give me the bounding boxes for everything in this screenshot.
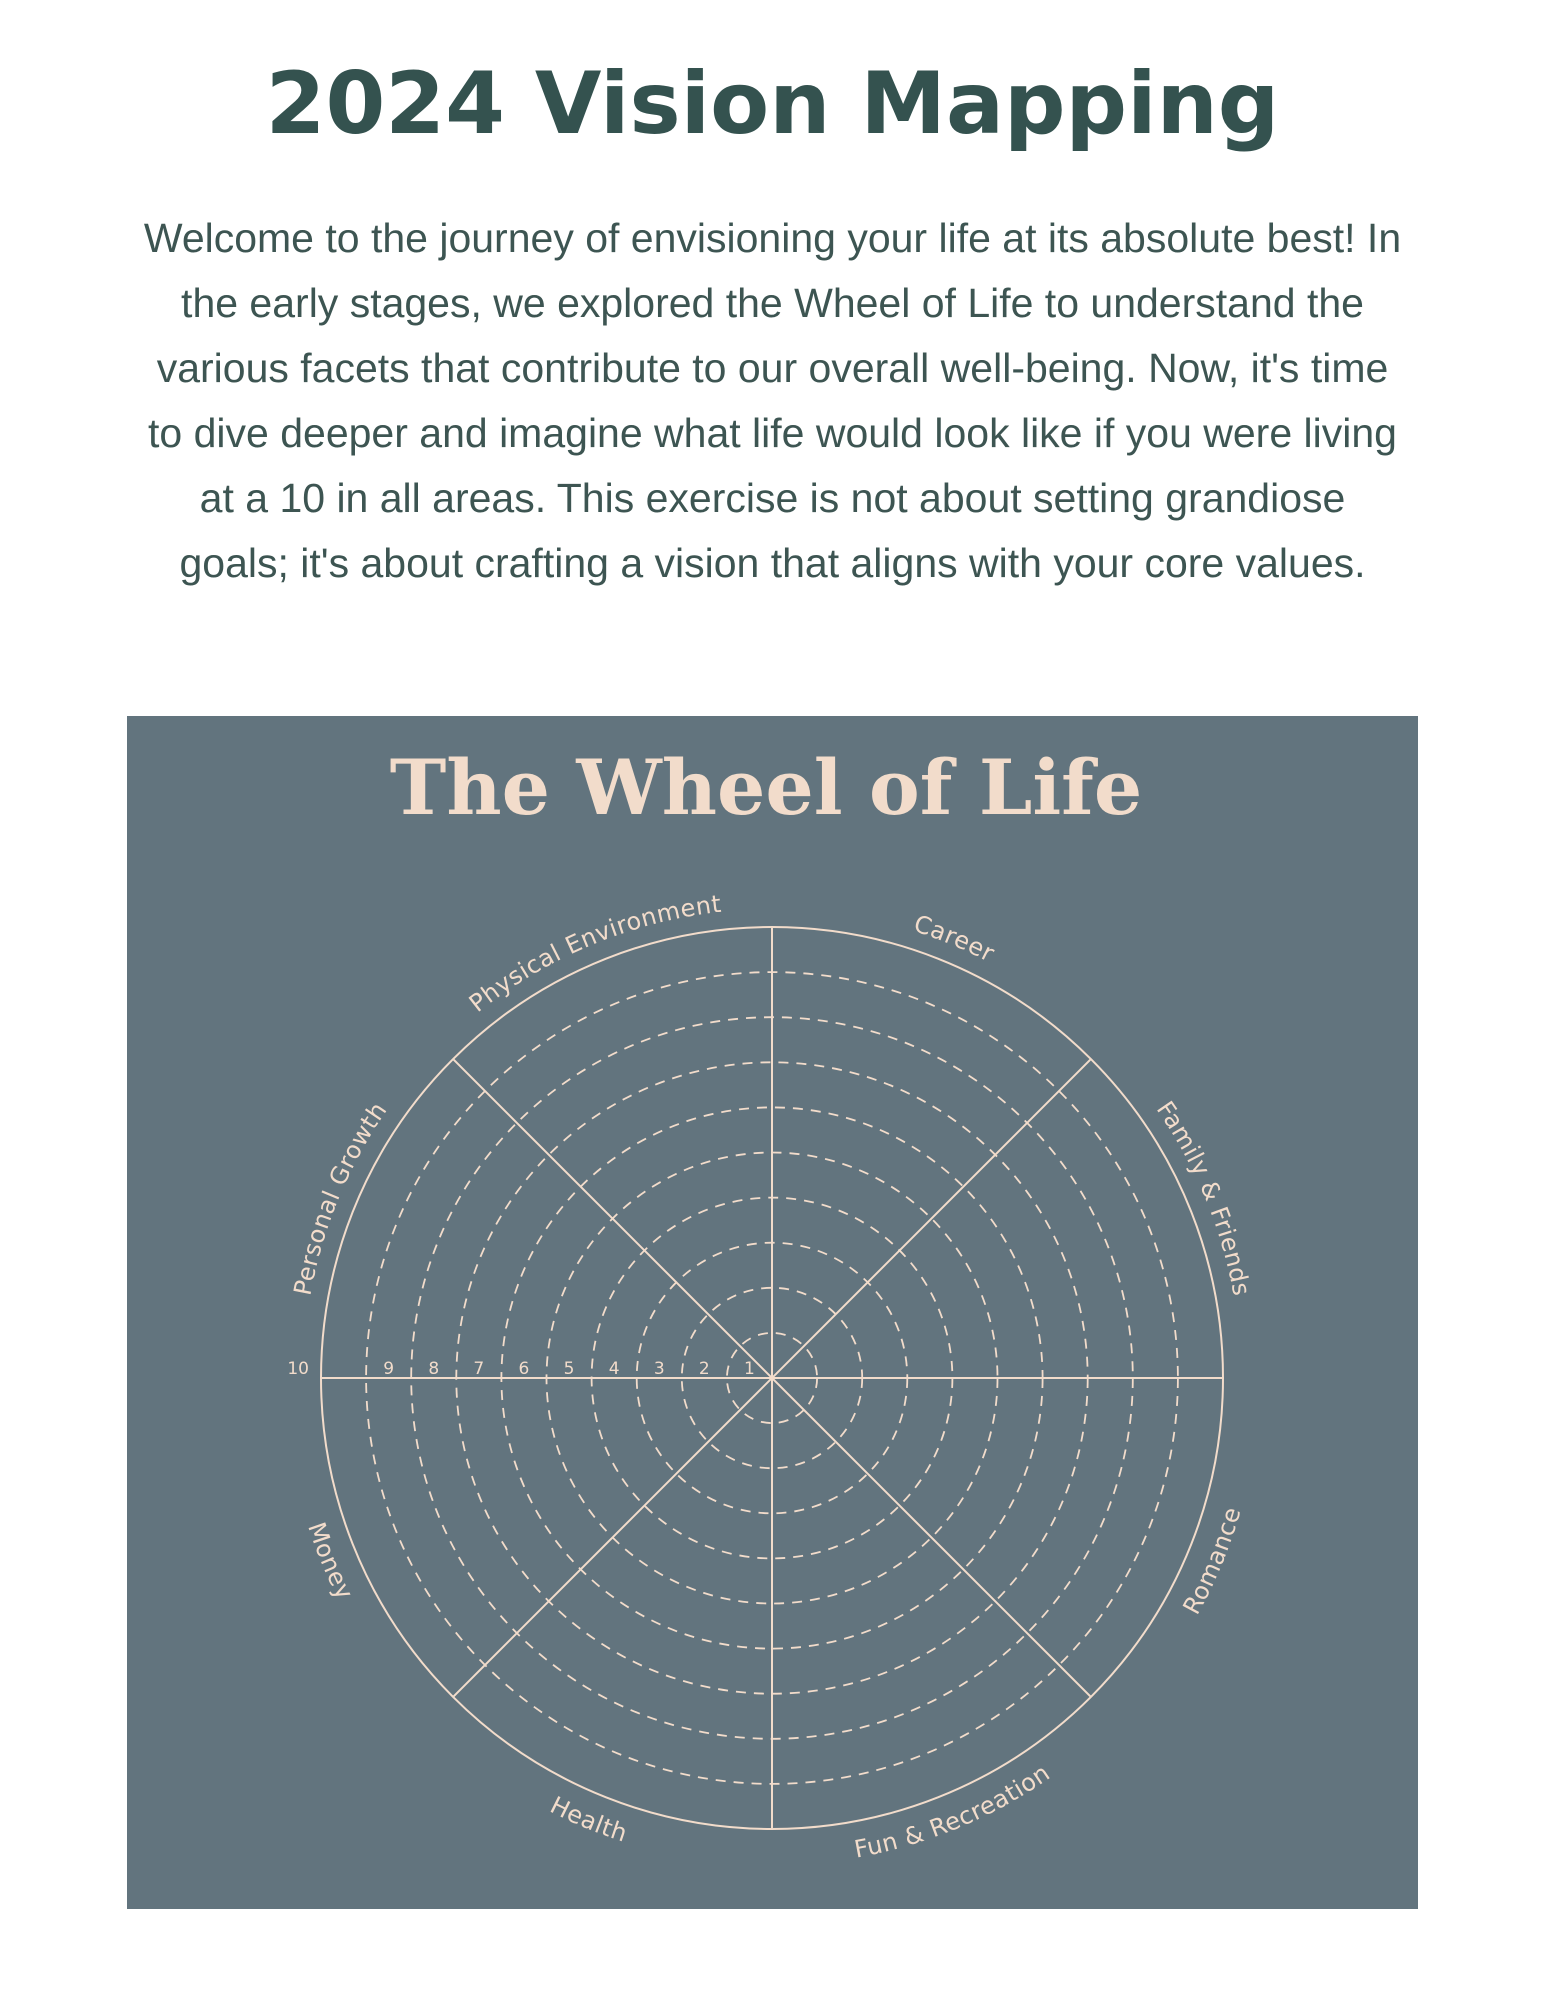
scale-label-8: 8: [428, 1359, 440, 1379]
scale-label-4: 4: [608, 1359, 620, 1379]
segment-label-fun-recreation: Fun & Recreation: [852, 1758, 1056, 1864]
scale-label-5: 5: [563, 1359, 575, 1379]
scale-label-3: 3: [653, 1359, 665, 1379]
wheel-scale-labels: [287, 1359, 755, 1379]
segment-label-physical-environment: Physical Environment: [463, 889, 723, 1018]
scale-label-1: 1: [744, 1359, 755, 1379]
wheel-of-life-panel: [127, 716, 1418, 1909]
segment-label-family-friends: Family & Friends: [1150, 1096, 1256, 1299]
scale-label-6: 6: [518, 1359, 530, 1379]
page-title: 2024 Vision Mapping: [265, 54, 1280, 154]
segment-label-romance: Romance: [1177, 1503, 1247, 1619]
wheel-of-life-diagram: [127, 716, 1418, 1909]
segment-label-career: Career: [910, 909, 1000, 968]
scale-label-10: 10: [287, 1359, 309, 1379]
segment-label-health: Health: [545, 1791, 632, 1848]
segment-label-money: Money: [302, 1518, 359, 1605]
wheel-title: The Wheel of Life: [389, 743, 1143, 832]
scale-label-9: 9: [383, 1359, 395, 1379]
scale-label-7: 7: [473, 1359, 485, 1379]
scale-label-2: 2: [698, 1359, 710, 1379]
intro-paragraph: Welcome to the journey of envisioning your life at its absolute best! In the early stages, we explored the Wheel of Life to understand the various facets that contribute to our overall well-being. Now, it's time to dive deeper and imagine what life would look like if you were living at a 10 in all areas. This exercise is not about setting grandiose goals; it's about crafting a vision that aligns with your core values.: [143, 215, 1402, 586]
wheel-spokes: [321, 927, 1223, 1829]
segment-label-personal-growth: Personal Growth: [288, 1096, 393, 1298]
